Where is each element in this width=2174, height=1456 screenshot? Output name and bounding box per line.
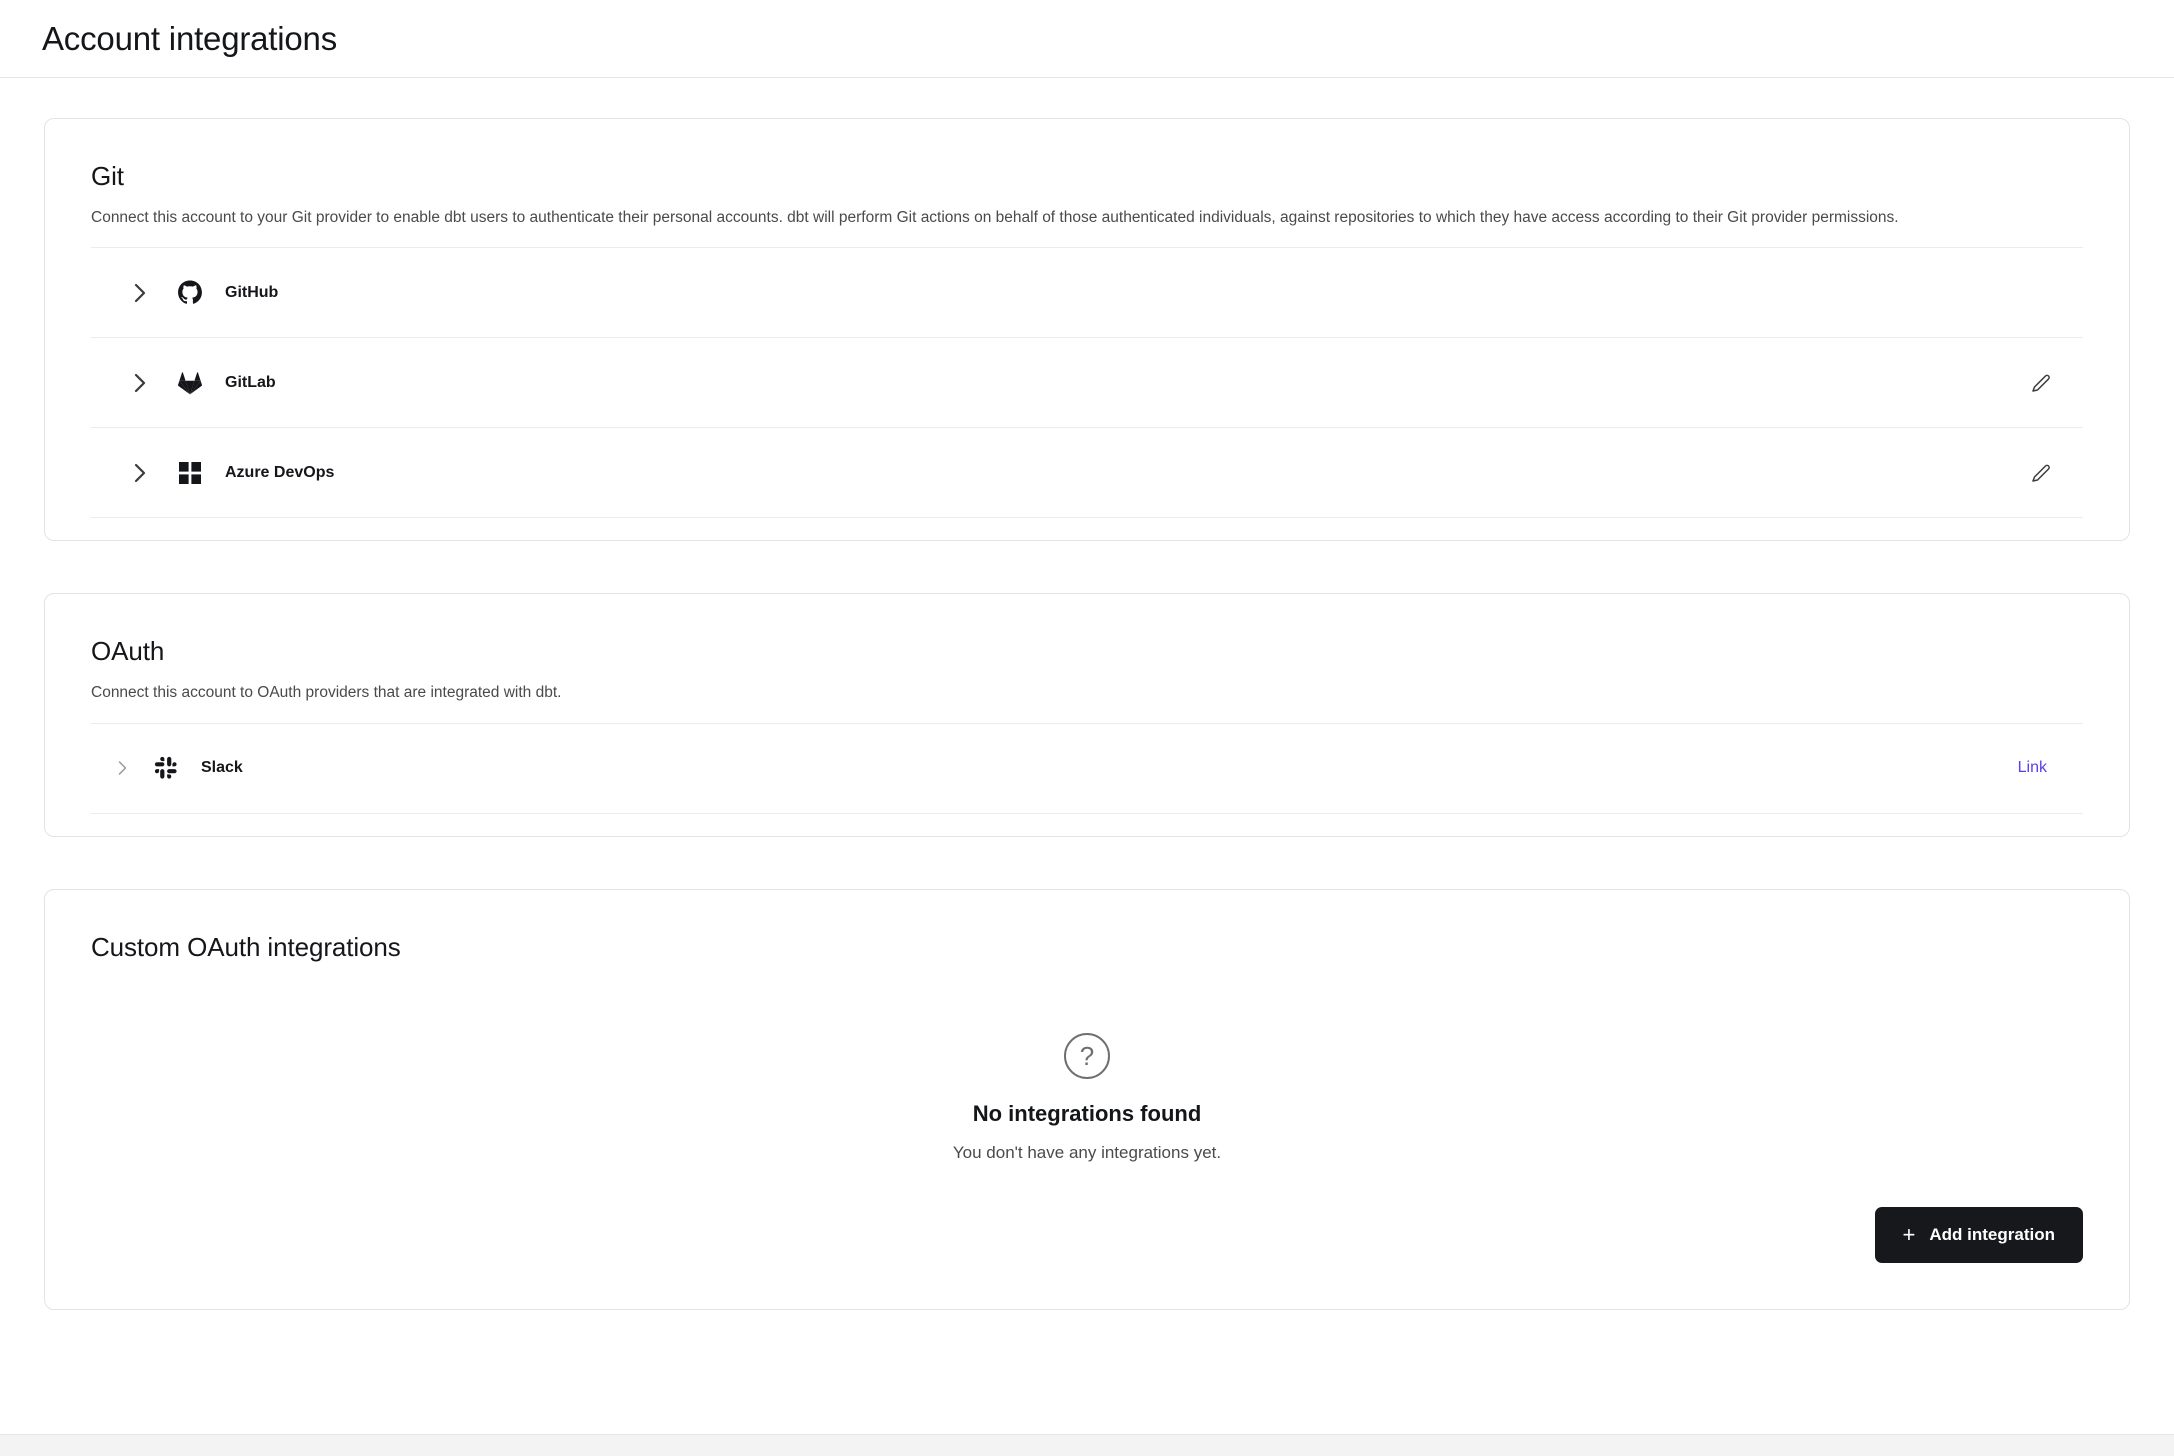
provider-name-azure-devops: Azure DevOps (225, 463, 335, 481)
github-icon (175, 278, 205, 308)
provider-row-github[interactable] (91, 248, 2083, 338)
slack-icon (151, 753, 181, 783)
empty-state-title: No integrations found (972, 1100, 1202, 1126)
provider-row-slack[interactable] (91, 724, 2083, 814)
oauth-provider-list (91, 723, 2083, 814)
edit-azure-devops-button[interactable] (2021, 453, 2061, 493)
chevron-right-icon[interactable] (127, 460, 153, 486)
content-area (0, 78, 2174, 1310)
slack-link-button[interactable]: Link (2017, 759, 2047, 776)
git-section-title: Git (91, 161, 124, 191)
azure-devops-icon (175, 458, 205, 488)
chevron-right-icon[interactable] (127, 370, 153, 396)
provider-row-azure-devops[interactable] (91, 428, 2083, 518)
provider-name-gitlab: GitLab (225, 373, 276, 391)
git-provider-list (91, 247, 2083, 518)
custom-oauth-integrations-card (44, 889, 2130, 1310)
add-integration-label: Add integration (1929, 1224, 2055, 1244)
provider-row-gitlab[interactable] (91, 338, 2083, 428)
git-integrations-card (44, 118, 2130, 541)
page-title: Account integrations (42, 19, 338, 57)
bottom-strip (0, 1434, 2174, 1456)
oauth-section-title: OAuth (91, 636, 165, 667)
question-circle-icon: ? (1064, 1033, 1110, 1079)
plus-icon: + (1902, 1221, 1916, 1247)
empty-state-subtitle: You don't have any integrations yet. (952, 1142, 1222, 1162)
git-section-description: Connect this account to your Git provider to enable dbt users to authenticate their personal accounts. dbt will perform Git actions on behalf of those authenticated individuals, against repositories to which they have access according to their Git provider permissions. (91, 209, 1899, 226)
chevron-right-icon[interactable] (127, 280, 153, 306)
oauth-section-description: Connect this account to OAuth providers that are integrated with dbt. (91, 684, 562, 702)
provider-name-slack: Slack (201, 759, 243, 776)
provider-name-github: GitHub (225, 283, 279, 301)
edit-gitlab-button[interactable] (2021, 363, 2061, 403)
custom-oauth-section-title: Custom OAuth integrations (91, 931, 401, 962)
empty-state (91, 977, 2083, 1173)
page-header (0, 0, 2174, 78)
custom-oauth-footer (91, 1173, 2083, 1287)
oauth-integrations-card (44, 593, 2130, 836)
add-integration-button[interactable] (1875, 1207, 2083, 1263)
gitlab-icon (175, 368, 205, 398)
chevron-right-icon[interactable] (109, 755, 135, 781)
